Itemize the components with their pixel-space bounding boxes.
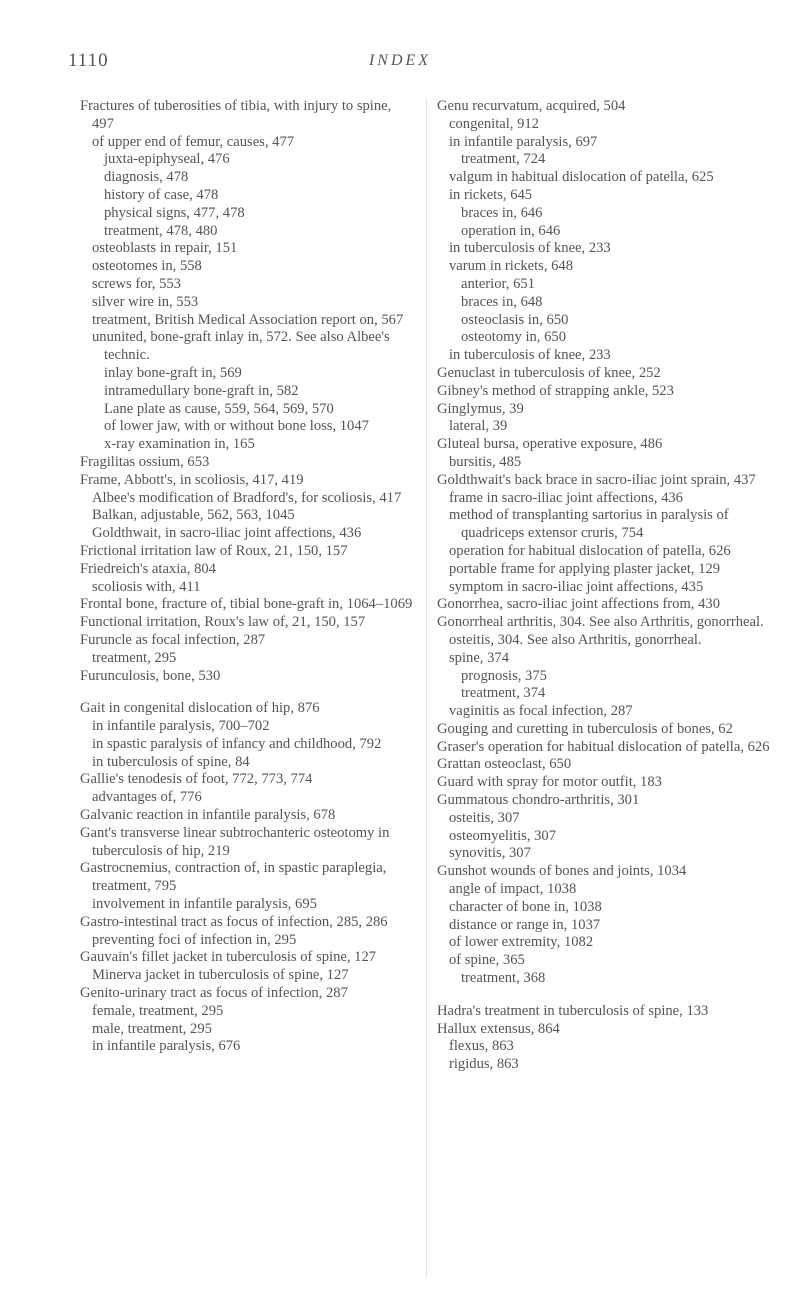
index-entry: Goldthwait, in sacro-iliac joint affections, 436 (92, 525, 362, 542)
index-column-left (80, 98, 415, 1056)
index-entry: bursitis, 485 (449, 453, 522, 470)
index-entry: treatment, British Medical Association report on, 567 (92, 311, 404, 328)
index-entry: Fractures of tuberosities of tibia, with injury to spine, 497 (80, 98, 392, 132)
index-entry: Gant's transverse linear subtrochanteric osteotomy in tuberculosis of hip, 219 (80, 824, 390, 859)
index-entry: osteotomes in, 558 (92, 258, 202, 275)
index-entry: Goldthwait's back brace in sacro-iliac joint sprain, 437 (437, 471, 756, 488)
index-entry: of spine, 365 (449, 952, 525, 969)
index-entry: Gait in congenital dislocation of hip, 876 (80, 700, 320, 717)
index-entry: treatment, 295 (92, 649, 177, 666)
index-entry: Hallux extensus, 864 (437, 1020, 560, 1037)
index-entry: intramedullary bone-graft in, 582 (104, 382, 299, 399)
index-entry: ununited, bone-graft inlay in, 572. See also Albee's technic. (92, 329, 390, 364)
index-entry: Gonorrhea, sacro-iliac joint affections from, 430 (437, 596, 720, 613)
index-entry: vaginitis as focal infection, 287 (449, 703, 633, 720)
index-entry: involvement in infantile paralysis, 695 (92, 896, 317, 913)
index-entry: Gonorrheal arthritis, 304. See also Arthritis, gonorrheal. (437, 614, 764, 631)
index-entry: angle of impact, 1038 (449, 881, 577, 898)
index-entry: Furuncle as focal infection, 287 (80, 631, 266, 648)
index-entry: Frontal bone, fracture of, tibial bone-graft in, 1064–1069 (80, 596, 413, 613)
index-entry: in spastic paralysis of infancy and childhood, 792 (92, 735, 382, 752)
index-entry: Ginglymus, 39 (437, 400, 524, 417)
index-entry: inlay bone-graft in, 569 (104, 364, 242, 381)
index-entry: Gluteal bursa, operative exposure, 486 (437, 436, 663, 453)
index-entry: Gauvain's fillet jacket in tuberculosis of spine, 127 (80, 949, 377, 966)
index-entry: Albee's modification of Bradford's, for scoliosis, 417 (92, 489, 402, 506)
index-entry: rigidus, 863 (449, 1056, 519, 1073)
index-entry: varum in rickets, 648 (449, 258, 574, 275)
index-entry: scoliosis with, 411 (92, 578, 201, 595)
index-entry: in tuberculosis of knee, 233 (449, 240, 611, 257)
index-entry: osteoblasts in repair, 151 (92, 240, 238, 257)
index-entry: osteomyelitis, 307 (449, 827, 557, 844)
index-entry: distance or range in, 1037 (449, 916, 601, 933)
index-entry: treatment, 724 (461, 151, 546, 168)
index-entry: flexus, 863 (449, 1038, 514, 1055)
index-entry: Frictional irritation law of Roux, 21, 150, 157 (80, 542, 348, 559)
index-entry: spine, 374 (449, 649, 509, 666)
index-entry: in tuberculosis of spine, 84 (92, 753, 250, 770)
index-entry: diagnosis, 478 (104, 169, 189, 186)
index-entry: Genuclast in tuberculosis of knee, 252 (437, 364, 661, 381)
index-entry: synovitis, 307 (449, 845, 531, 862)
index-entry: of upper end of femur, causes, 477 (92, 133, 295, 150)
running-title: INDEX (368, 52, 432, 69)
column-divider (426, 98, 427, 1278)
index-entry: treatment, 478, 480 (104, 222, 218, 239)
index-entry: juxta-epiphyseal, 476 (104, 151, 230, 168)
index-entry: x-ray examination in, 165 (104, 436, 255, 453)
index-entry: silver wire in, 553 (92, 293, 199, 310)
index-entry: frame in sacro-iliac joint affections, 436 (449, 489, 683, 506)
index-entry: osteotomy in, 650 (461, 329, 566, 346)
index-entry: of lower jaw, with or without bone loss, 1047 (104, 418, 369, 435)
index-column-right (437, 98, 772, 1074)
index-entry: physical signs, 477, 478 (104, 204, 245, 221)
index-entry: Guard with spray for motor outfit, 183 (437, 774, 662, 791)
index-entry: Genu recurvatum, acquired, 504 (437, 98, 626, 114)
index-entry: lateral, 39 (449, 418, 508, 435)
index-entry: in infantile paralysis, 700–702 (92, 718, 270, 735)
index-entry: treatment, 374 (461, 685, 546, 702)
index-entry: Fragilitas ossium, 653 (80, 453, 210, 470)
index-entry: portable frame for applying plaster jacket, 129 (449, 560, 721, 577)
index-entry: osteoclasis in, 650 (461, 311, 569, 328)
index-entry: Friedreich's ataxia, 804 (80, 560, 216, 577)
index-entry: character of bone in, 1038 (449, 898, 602, 915)
index-entry: in infantile paralysis, 676 (92, 1038, 241, 1055)
index-entry: Hadra's treatment in tuberculosis of spine, 133 (437, 1002, 709, 1019)
index-entry: osteitis, 304. See also Arthritis, gonorrheal. (449, 631, 702, 648)
index-entry: braces in, 648 (461, 293, 543, 310)
index-entry: symptom in sacro-iliac joint affections, 435 (449, 578, 704, 595)
index-entry: Gallie's tenodesis of foot, 772, 773, 774 (80, 771, 313, 788)
index-entry: Furunculosis, bone, 530 (80, 667, 221, 684)
index-entry: in tuberculosis of knee, 233 (449, 347, 611, 364)
index-entry: Gouging and curetting in tuberculosis of bones, 62 (437, 720, 733, 737)
index-entry: preventing foci of infection in, 295 (92, 931, 297, 948)
index-entry: Gastro-intestinal tract as focus of infection, 285, 286 (80, 913, 388, 930)
index-entry: female, treatment, 295 (92, 1002, 224, 1019)
index-entry: in rickets, 645 (449, 186, 533, 203)
index-entry: Balkan, adjustable, 562, 563, 1045 (92, 507, 295, 524)
index-entry: Lane plate as cause, 559, 564, 569, 570 (104, 400, 334, 417)
index-entry: Frame, Abbott's, in scoliosis, 417, 419 (80, 471, 304, 488)
index-entry: braces in, 646 (461, 204, 543, 221)
index-entry: screws for, 553 (92, 275, 181, 292)
index-entry: congenital, 912 (449, 115, 539, 132)
index-entry: valgum in habitual dislocation of patella, 625 (449, 169, 714, 186)
index-entry: Functional irritation, Roux's law of, 21, 150, 157 (80, 614, 366, 631)
index-entry: operation in, 646 (461, 222, 561, 239)
index-entry: Graser's operation for habitual dislocation of patella, 626 (437, 738, 770, 755)
index-entry: in infantile paralysis, 697 (449, 133, 598, 150)
index-entry: Galvanic reaction in infantile paralysis, 678 (80, 807, 336, 824)
index-entry: Gummatous chondro-arthritis, 301 (437, 792, 640, 809)
page-number: 1110 (68, 50, 109, 71)
index-entry: Gastrocnemius, contraction of, in spastic paraplegia, treatment, 795 (80, 860, 387, 895)
index-entry: history of case, 478 (104, 186, 219, 203)
index-entry: prognosis, 375 (461, 667, 547, 684)
index-entry: male, treatment, 295 (92, 1020, 212, 1037)
index-entry: Genito-urinary tract as focus of infection, 287 (80, 985, 348, 1002)
index-entry: osteitis, 307 (449, 809, 520, 826)
index-entry: anterior, 651 (461, 275, 535, 292)
index-entry: Gibney's method of strapping ankle, 523 (437, 382, 674, 399)
index-entry: Grattan osteoclast, 650 (437, 756, 572, 773)
index-entry: of lower extremity, 1082 (449, 934, 594, 951)
index-entry: Minerva jacket in tuberculosis of spine, 127 (92, 967, 349, 984)
index-entry: treatment, 368 (461, 970, 546, 987)
index-entry: operation for habitual dislocation of patella, 626 (449, 542, 731, 559)
index-entry: advantages of, 776 (92, 789, 202, 806)
index-entry: Gunshot wounds of bones and joints, 1034 (437, 863, 687, 880)
index-entry: method of transplanting sartorius in paralysis of quadriceps extensor cruris, 754 (449, 507, 729, 542)
